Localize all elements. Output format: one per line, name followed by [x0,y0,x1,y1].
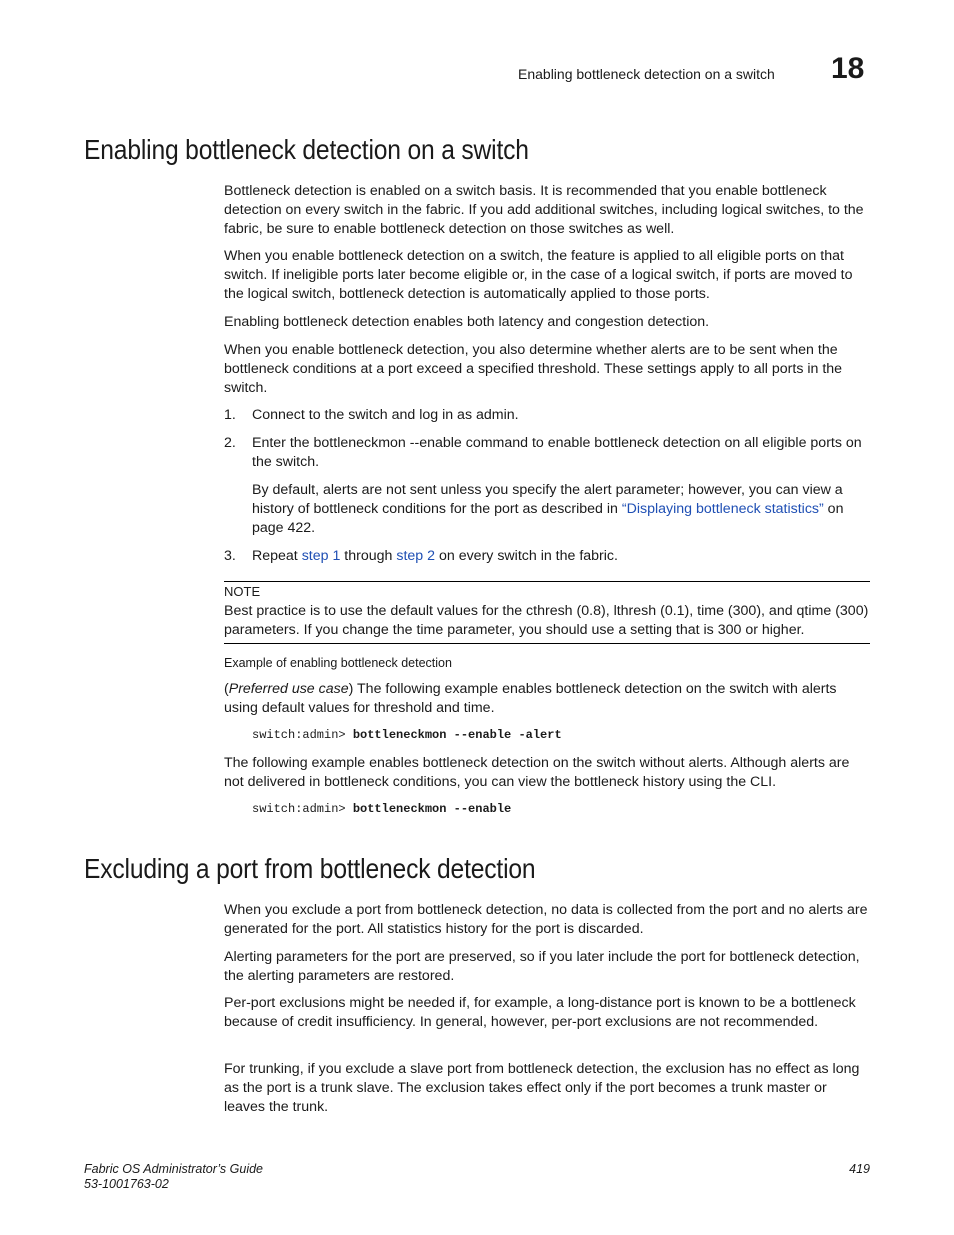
code-example-noalert: switch:admin> bottleneckmon --enable [252,802,512,816]
link-step-1[interactable]: step 1 [301,548,341,564]
example-caption: Example of enabling bottleneck detection [224,656,452,670]
step-2-detail: By default, alerts are not sent unless you specify the alert parameter; however, you can view a history of bottleneck conditions for the port as described in “Displaying bottleneck statistics” on page 422. [252,482,844,536]
paragraph: Enabling bottleneck detection enables both latency and congestion detection. [224,314,710,330]
section-title-excluding: Excluding a port from bottleneck detection [84,853,536,884]
step-1-text: Connect to the switch and log in as admin. [252,407,519,423]
note-label: NOTE [224,584,261,599]
section-title-enabling: Enabling bottleneck detection on a switch [84,134,529,165]
paragraph: For trunking, if you exclude a slave port from bottleneck detection, the exclusion has no effect as long as the port is a trunk slave. The exclusion takes effect only if the port becomes a trunk master or leaves the trunk. [224,1061,860,1115]
chapter-number: 18 [831,52,865,85]
paragraph: Bottleneck detection is enabled on a switch basis. It is recommended that you enable bottleneck detection on every switch in the fabric. If you add additional switches, including logical switches, to the fabric, be sure to enable bottleneck detection on those switches as well. [224,183,864,237]
example-paragraph: (Preferred use case) The following example enables bottleneck detection on the switch with alerts using default values for threshold and time. [224,681,837,716]
paragraph: When you exclude a port from bottleneck detection, no data is collected from the port and no alerts are generated for the port. All statistics history for the port is discarded. [224,902,868,937]
alert-parameter: alert [584,482,612,498]
footer-doc-number: 53-1001763-02 [84,1177,169,1191]
paragraph: When you enable bottleneck detection, you also determine whether alerts are to be sent when the bottleneck conditions at a port exceed a specified threshold. These settings apply to all ports in the switch. [224,342,843,396]
step-number: 1. [224,407,236,423]
running-head: Enabling bottleneck detection on a switch [518,66,775,82]
note-bottom-rule [224,643,870,644]
link-displaying-bottleneck-statistics[interactable]: “Displaying bottleneck statistics” [621,501,824,517]
step-number: 2. [224,435,236,451]
footer-guide-title: Fabric OS Administrator’s Guide [84,1162,263,1176]
step-3-text: Repeat step 1 through step 2 on every switch in the fabric. [252,548,618,564]
paragraph: When you enable bottleneck detection on a switch, the feature is applied to all eligible ports on that switch. If ineligible ports later become eligible or, in the case of a logical switch, if ports are moved to the logical switch, bottleneck detection is automatically applied to those ports. [224,248,853,302]
code-example-alert: switch:admin> bottleneckmon --enable -alert [252,728,562,742]
paragraph: Alerting parameters for the port are preserved, so if you later include the port for bottleneck detection, the alerting parameters are restored. [224,949,860,984]
note-top-rule [224,581,870,582]
example-paragraph: The following example enables bottleneck detection on the switch without alerts. Although alerts are not delivered in bottleneck conditions, you can view the bottleneck history using the CLI. [224,755,850,790]
note-text: Best practice is to use the default values for the cthresh (0.8), lthresh (0.1), time (300), and qtime (300) parameters. If you change the time parameter, you should use a setting that is 300 or higher. [224,603,869,638]
step-2-text: Enter the bottleneckmon --enable command to enable bottleneck detection on all eligible ports on the switch. [252,435,862,470]
footer-page-number: 419 [849,1162,870,1176]
step-number: 3. [224,548,236,564]
link-step-2[interactable]: step 2 [396,548,436,564]
paragraph: Per-port exclusions might be needed if, for example, a long-distance port is known to be a bottleneck because of credit insufficiency. In general, however, per-port exclusions are not recommended. [224,995,856,1030]
command-name: bottleneckmon --enable [313,435,462,451]
